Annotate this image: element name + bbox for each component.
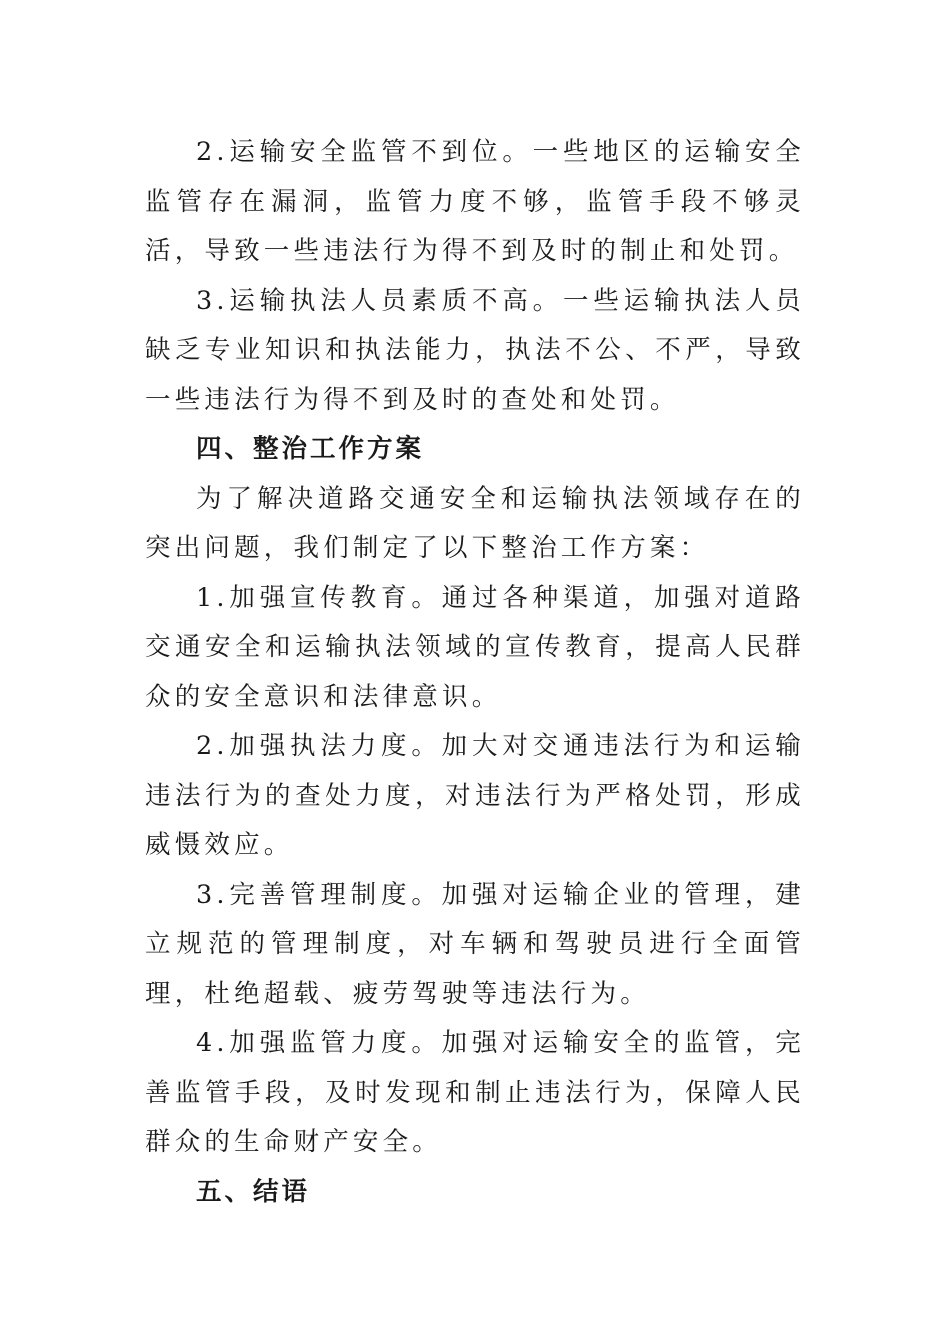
section-heading-rectification-plan: 四、整治工作方案 — [196, 434, 425, 464]
paragraph-enforcement-intensity: 2.加强执法力度。加大对交通违法行为和运输违法行为的查处力度，对违法行为严格处罚，形成威慑效应。 — [145, 731, 805, 860]
document-body — [145, 128, 805, 1217]
paragraph-enforcement-personnel: 3.运输执法人员素质不高。一些运输执法人员缺乏专业知识和执法能力，执法不公、不严，导致一些违法行为得不到及时的查处和处罚。 — [145, 285, 805, 415]
paragraph-plan-intro: 为了解决道路交通安全和运输执法领域存在的突出问题，我们制定了以下整治工作方案： — [145, 483, 805, 563]
paragraph-supervision-intensity: 4.加强监管力度。加强对运输安全的监管，完善监管手段，及时发现和制止违法行为，保障人民群众的生命财产安全。 — [145, 1028, 805, 1157]
paragraph-transport-supervision: 2.运输安全监管不到位。一些地区的运输安全监管存在漏洞，监管力度不够，监管手段不够灵活，导致一些违法行为得不到及时的制止和处罚。 — [145, 137, 805, 266]
section-heading-conclusion: 五、结语 — [196, 1176, 311, 1207]
paragraph-publicity-education: 1.加强宣传教育。通过各种渠道，加强对道路交通安全和运输执法领域的宣传教育，提高人民群众的安全意识和法律意识。 — [145, 582, 805, 712]
paragraph-management-system: 3.完善管理制度。加强对运输企业的管理，建立规范的管理制度，对车辆和驾驶员进行全面管理，杜绝超载、疲劳驾驶等违法行为。 — [145, 879, 805, 1009]
